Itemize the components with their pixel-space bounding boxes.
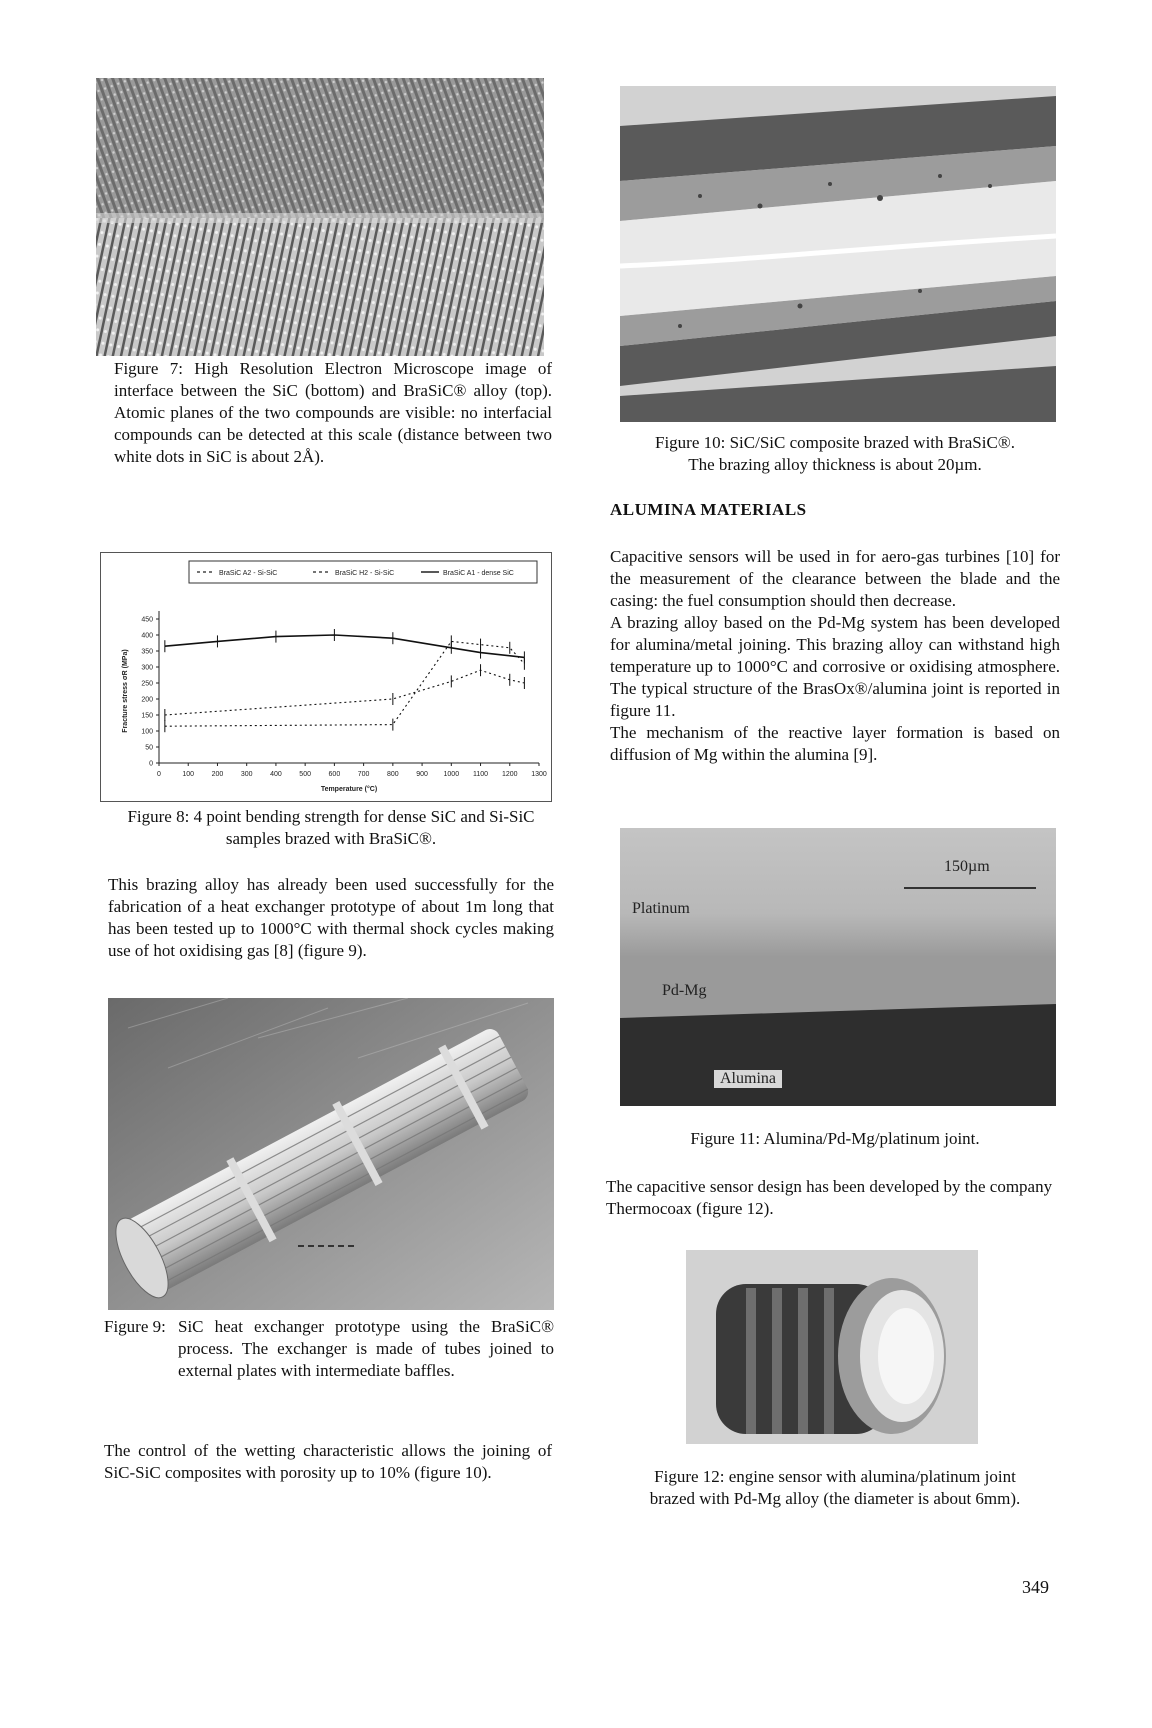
figure-9-caption-body: SiC heat exchanger prototype using the BraSiC® process. The exchanger is made of tubes joined to external plates with intermediate baffles. bbox=[178, 1317, 554, 1380]
chart-y-tick-label: 350 bbox=[141, 648, 153, 656]
figure-10-caption bbox=[610, 432, 1060, 476]
figure-9-caption-head: Figure 9: bbox=[104, 1317, 166, 1336]
figure-11-label-pdmg: Pd-Mg bbox=[662, 982, 707, 999]
chart-y-tick-label: 250 bbox=[141, 680, 153, 688]
chart-x-tick-label: 300 bbox=[240, 771, 253, 778]
right-paragraph-4: The capacitive sensor design has been developed by the company Thermocoax (figure 12). bbox=[606, 1177, 1053, 1218]
figure-8-caption: Figure 8: 4 point bending strength for dense SiC and Si-SiC samples brazed with BraSiC®. bbox=[127, 807, 535, 848]
figure-7-caption: Figure 7: High Resolution Electron Microscope image of interface between the SiC (bottom) and BraSiC® alloy (top). Atomic planes of the two compounds are visible: no interfacial compounds can be detected at this scale (distance between two white dots in SiC is about 2Å). bbox=[114, 359, 552, 466]
chart-x-tick-label: 1100 bbox=[473, 771, 489, 778]
chart-series-line bbox=[165, 641, 525, 726]
figure-7-image bbox=[96, 78, 544, 356]
figure-11-image bbox=[620, 828, 1056, 1106]
chart-x-tick-label: 900 bbox=[416, 771, 428, 778]
chart-x-tick-label: 800 bbox=[387, 771, 399, 778]
chart-x-tick-label: 1200 bbox=[501, 771, 518, 778]
chart-x-tick-label: 500 bbox=[299, 771, 311, 778]
chart-x-tick-label: 1300 bbox=[531, 771, 547, 778]
chart-y-axis-label: Fracture stress σR (MPa) bbox=[122, 649, 129, 733]
figure-11-label-alumina: Alumina bbox=[714, 1070, 782, 1088]
chart-x-axis-label: Temperature (°C) bbox=[320, 786, 378, 793]
chart-y-tick-label: 300 bbox=[141, 664, 153, 672]
chart-x-tick-label: 200 bbox=[211, 771, 224, 778]
figure-11-scale-label: 150µm bbox=[944, 858, 990, 875]
right-paragraph-1: Capacitive sensors will be used in for aero-gas turbines [10] for the measurement of the clearance between the blade and the casing: the fuel consumption should then decrease. bbox=[610, 547, 1060, 610]
left-paragraph-2: The control of the wetting characteristic allows the joining of SiC-SiC composites with porosity up to 10% (figure 10). bbox=[104, 1441, 552, 1482]
chart-y-tick-label: 150 bbox=[141, 712, 153, 720]
chart-x-tick-label: 0 bbox=[157, 771, 161, 778]
chart-x-tick-label: 600 bbox=[328, 771, 341, 778]
chart-series-line bbox=[165, 635, 525, 657]
figure-10-image bbox=[620, 86, 1056, 422]
figure-11-label-platinum: Platinum bbox=[632, 900, 690, 917]
chart-y-tick-label: 400 bbox=[141, 632, 153, 640]
figure-12-caption-line-2: brazed with Pd-Mg alloy (the diameter is about 6mm). bbox=[649, 1489, 1021, 1508]
section-heading-alumina: ALUMINA MATERIALS bbox=[610, 500, 807, 519]
chart-x-tick-label: 100 bbox=[182, 771, 195, 778]
chart-y-tick-label: 100 bbox=[141, 728, 153, 736]
chart-y-tick-label: 450 bbox=[141, 616, 153, 624]
left-paragraph-1: This brazing alloy has already been used successfully for the fabrication of a heat exchanger prototype of about 1m long that has been tested up to 1000°C with thermal shock cycles making use of hot oxidising gas [8] (figure 9). bbox=[108, 875, 554, 960]
figure-8-chart bbox=[100, 552, 552, 802]
chart-legend-label: BraSiC A2 - Si-SiC bbox=[219, 570, 278, 577]
chart-x-tick-label: 1000 bbox=[443, 771, 460, 778]
chart-legend-label: BraSiC H2 - Si-SiC bbox=[335, 570, 395, 577]
figure-12-image bbox=[686, 1250, 978, 1444]
right-paragraph-3: The mechanism of the reactive layer formation is based on diffusion of Mg within the alumina [9]. bbox=[610, 723, 1060, 764]
chart-x-tick-label: 400 bbox=[270, 771, 282, 778]
figure-12-caption bbox=[610, 1466, 1060, 1510]
chart-y-tick-label: 200 bbox=[141, 696, 153, 704]
chart-y-tick-label: 50 bbox=[145, 744, 153, 752]
page-number: 349 bbox=[1022, 1577, 1049, 1597]
chart-series-line bbox=[165, 670, 525, 715]
figure-12-caption-line-1: Figure 12: engine sensor with alumina/platinum joint bbox=[654, 1467, 1016, 1486]
chart-x-tick-label: 700 bbox=[357, 771, 370, 778]
chart-legend-label: BraSiC A1 - dense SiC bbox=[443, 570, 514, 577]
chart-y-tick-label: 0 bbox=[149, 760, 153, 768]
figure-9-image bbox=[108, 998, 554, 1310]
figure-10-caption-line-1: Figure 10: SiC/SiC composite brazed with BraSiC®. bbox=[655, 433, 1015, 452]
figure-11-caption: Figure 11: Alumina/Pd-Mg/platinum joint. bbox=[690, 1129, 980, 1148]
right-paragraph-group bbox=[610, 546, 1060, 766]
right-paragraph-2: A brazing alloy based on the Pd-Mg system has been developed for alumina/metal joining. This brazing alloy can withstand high temperature up to 1000°C and corrosive or oxidising atmosphere. The typical structure of the BrasOx®/alumina joint is reported in figure 11. bbox=[610, 613, 1060, 720]
figure-10-caption-line-2: The brazing alloy thickness is about 20µm. bbox=[688, 455, 982, 474]
